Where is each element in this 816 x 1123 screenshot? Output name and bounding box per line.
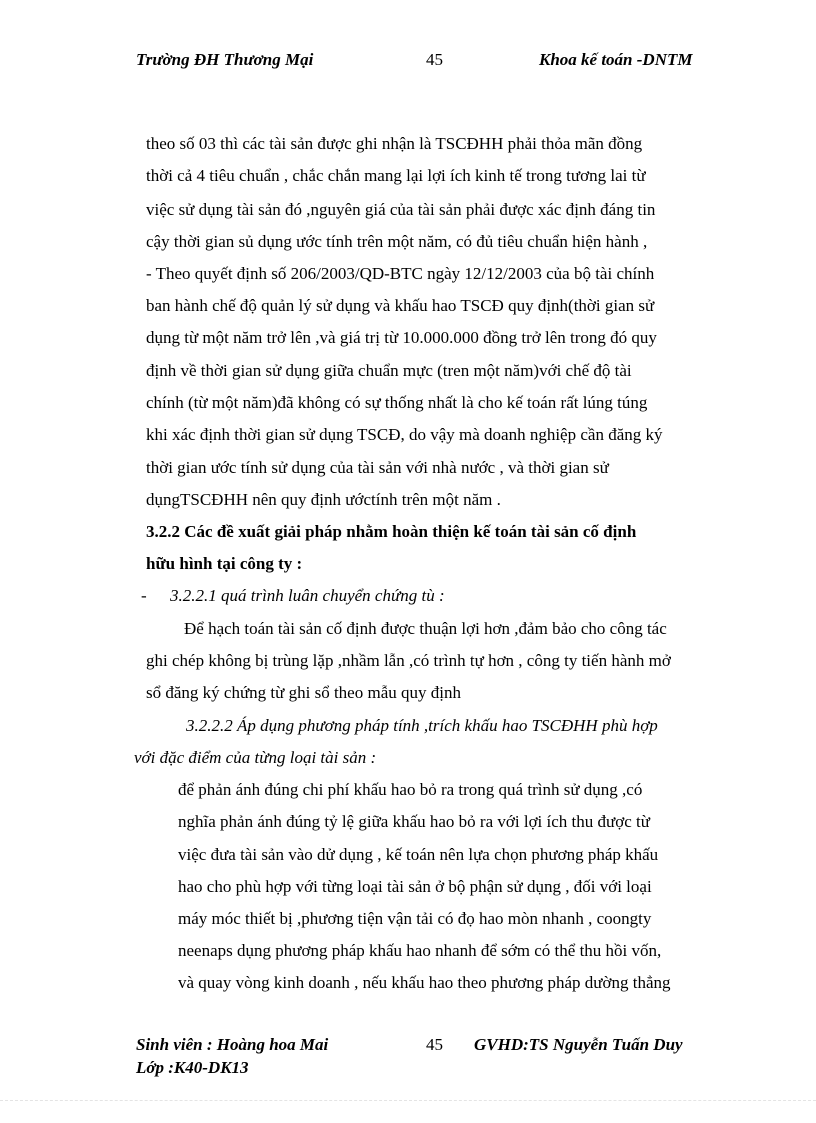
body-line: Để hạch toán tài sản cố định được thuận lợi hơn ,đảm bảo cho công tác bbox=[184, 619, 667, 638]
body-line: - Theo quyết định số 206/2003/QD-BTC ngày 12/12/2003 của bộ tài chính bbox=[146, 264, 655, 283]
body-line: việc sử dụng tài sản đó ,nguyên giá của tài sản phải được xác định đáng tin bbox=[146, 200, 656, 219]
header-school: Trường ĐH Thương Mại bbox=[136, 50, 314, 69]
body-line: chính (từ một năm)đã không có sự thống nhất là cho kế toán rất lúng túng bbox=[146, 393, 648, 412]
body-line: ban hành chế độ quản lý sử dụng và khấu hao TSCĐ quy định(thời gian sử bbox=[146, 296, 655, 315]
body-line: thời gian ước tính sử dụng của tài sản với nhà nước , và thời gian sử bbox=[146, 458, 609, 477]
body-line: dụngTSCĐHH nên quy định ướctính trên một năm . bbox=[146, 490, 501, 509]
sub-heading-2: 3.2.2.2 Áp dụng phương pháp tính ,trích khấu hao TSCĐHH phù hợp bbox=[186, 716, 658, 735]
body-line: hao cho phù hợp với từng loại tài sản ở bộ phận sử dụng , đối với loại bbox=[178, 877, 652, 896]
section-heading-continued: hữu hình tại công ty : bbox=[146, 554, 303, 573]
body-line: cậy thời gian sủ dụng ước tính trên một năm, có đủ tiêu chuẩn hiện hành , bbox=[146, 232, 648, 251]
body-line: máy móc thiết bị ,phương tiện vận tải có đọ hao mòn nhanh , coongty bbox=[178, 909, 652, 928]
body-line: nghĩa phản ánh đúng tỷ lệ giữa khấu hao bỏ ra với lợi ích thu được từ bbox=[178, 812, 650, 831]
body-line: theo số 03 thì các tài sản được ghi nhận là TSCĐHH phải thỏa mãn đồng bbox=[146, 134, 643, 153]
body-line: ghi chép không bị trùng lặp ,nhầm lẫn ,có trình tự hơn , công ty tiến hành mở bbox=[146, 651, 671, 670]
header-page-number: 45 bbox=[426, 50, 443, 69]
footer-advisor: GVHD:TS Nguyễn Tuấn Duy bbox=[474, 1035, 683, 1054]
body-line: định về thời gian sử dụng giữa chuẩn mực (tren một năm)với chế độ tài bbox=[146, 361, 632, 380]
header-department: Khoa kế toán -DNTM bbox=[539, 50, 693, 69]
sub-heading-bullet: - bbox=[141, 586, 147, 605]
body-line: sổ đăng ký chứng từ ghi sổ theo mẫu quy định bbox=[146, 683, 461, 702]
footer-page-number: 45 bbox=[426, 1035, 443, 1054]
page-bottom-divider bbox=[0, 1100, 816, 1101]
sub-heading-2-continued: với đặc điểm của từng loại tài sản : bbox=[134, 748, 377, 767]
sub-heading-1: 3.2.2.1 quá trình luân chuyển chứng tù : bbox=[170, 586, 445, 605]
body-line: để phản ánh đúng chi phí khấu hao bỏ ra trong quá trình sử dụng ,có bbox=[178, 780, 643, 799]
body-line: việc đưa tài sản vào dử dụng , kế toán nên lựa chọn phương pháp khấu bbox=[178, 845, 659, 864]
body-line: neenaps dụng phương pháp khấu hao nhanh để sớm có thể thu hồi vốn, bbox=[178, 941, 662, 960]
body-line: và quay vòng kinh doanh , nếu khấu hao theo phương pháp dường thẳng bbox=[178, 973, 671, 992]
body-line: thời cả 4 tiêu chuẩn , chắc chắn mang lại lợi ích kinh tế trong tương lai từ bbox=[146, 166, 646, 185]
body-line: dụng từ một năm trở lên ,và giá trị từ 10.000.000 đồng trở lên trong đó quy bbox=[146, 328, 657, 347]
footer-class: Lớp :K40-DK13 bbox=[136, 1058, 249, 1077]
body-line: khi xác định thời gian sử dụng TSCĐ, do vậy mà doanh nghiệp cần đăng ký bbox=[146, 425, 663, 444]
footer-student: Sinh viên : Hoàng hoa Mai bbox=[136, 1035, 329, 1054]
section-heading: 3.2.2 Các đề xuất giải pháp nhằm hoàn thiện kế toán tài sản cố định bbox=[146, 522, 637, 541]
